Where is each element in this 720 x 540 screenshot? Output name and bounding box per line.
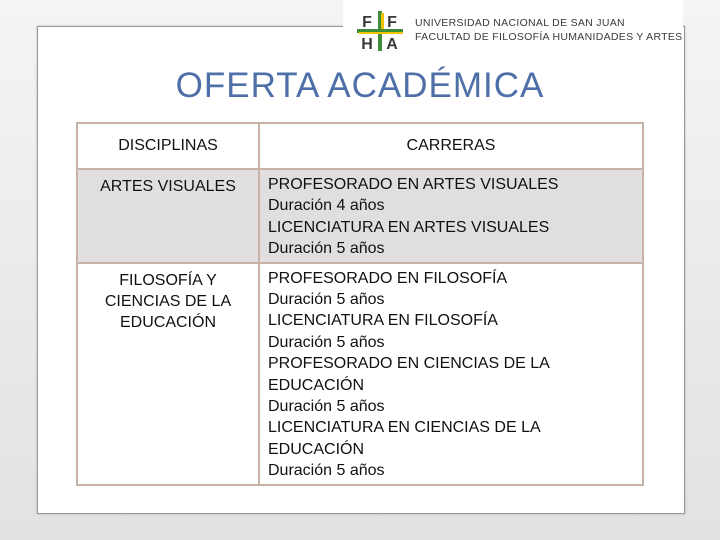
discipline-line: FILOSOFÍA Y bbox=[119, 271, 217, 289]
career-line: Duración 5 años bbox=[268, 462, 385, 480]
discipline-line: EDUCACIÓN bbox=[119, 313, 216, 331]
table-row bbox=[77, 169, 643, 263]
header-disciplines: DISCIPLINAS bbox=[77, 123, 259, 169]
career-line: Duración 5 años bbox=[268, 333, 385, 351]
career-line: EDUCACIÓN bbox=[268, 440, 365, 458]
logo-line-university: UNIVERSIDAD NACIONAL DE SAN JUAN bbox=[415, 17, 625, 29]
logo-line-faculty: FACULTAD DE FILOSOFÍA HUMANIDADES Y ARTES bbox=[415, 31, 683, 43]
logo-letter-a: A bbox=[386, 36, 398, 51]
career-line: Duración 5 años bbox=[268, 291, 385, 309]
logo-letter-f1: F bbox=[362, 14, 372, 31]
careers-cell bbox=[259, 169, 643, 263]
logo-letter-h: H bbox=[361, 36, 373, 51]
academic-offer-table bbox=[76, 122, 644, 486]
ffha-logo-icon bbox=[357, 11, 403, 51]
career-line: Duración 4 años bbox=[268, 197, 385, 215]
university-logo bbox=[343, 0, 683, 56]
logo-text bbox=[415, 16, 682, 44]
discipline-cell bbox=[77, 169, 259, 263]
career-line: LICENCIATURA EN CIENCIAS DE LA bbox=[268, 419, 541, 437]
career-line: PROFESORADO EN ARTES VISUALES bbox=[268, 176, 559, 193]
career-line: LICENCIATURA EN FILOSOFÍA bbox=[268, 312, 498, 330]
discipline-line: ARTES VISUALES bbox=[100, 178, 236, 195]
career-line: EDUCACIÓN bbox=[268, 376, 365, 394]
careers-cell bbox=[259, 263, 643, 485]
career-line: PROFESORADO EN CIENCIAS DE LA bbox=[268, 355, 550, 373]
discipline-line: CIENCIAS DE LA bbox=[104, 292, 232, 310]
career-line: Duración 5 años bbox=[268, 240, 385, 258]
discipline-cell bbox=[77, 263, 259, 485]
career-line: LICENCIATURA EN ARTES VISUALES bbox=[268, 218, 550, 236]
table-header-row bbox=[77, 123, 643, 169]
career-line: Duración 5 años bbox=[268, 398, 385, 416]
logo-letter-f2: F bbox=[387, 14, 397, 31]
career-line: PROFESORADO EN FILOSOFÍA bbox=[268, 269, 508, 287]
page-title: OFERTA ACADÉMICA bbox=[175, 66, 545, 105]
table-row bbox=[77, 263, 643, 485]
header-careers: CARRERAS bbox=[259, 123, 643, 169]
